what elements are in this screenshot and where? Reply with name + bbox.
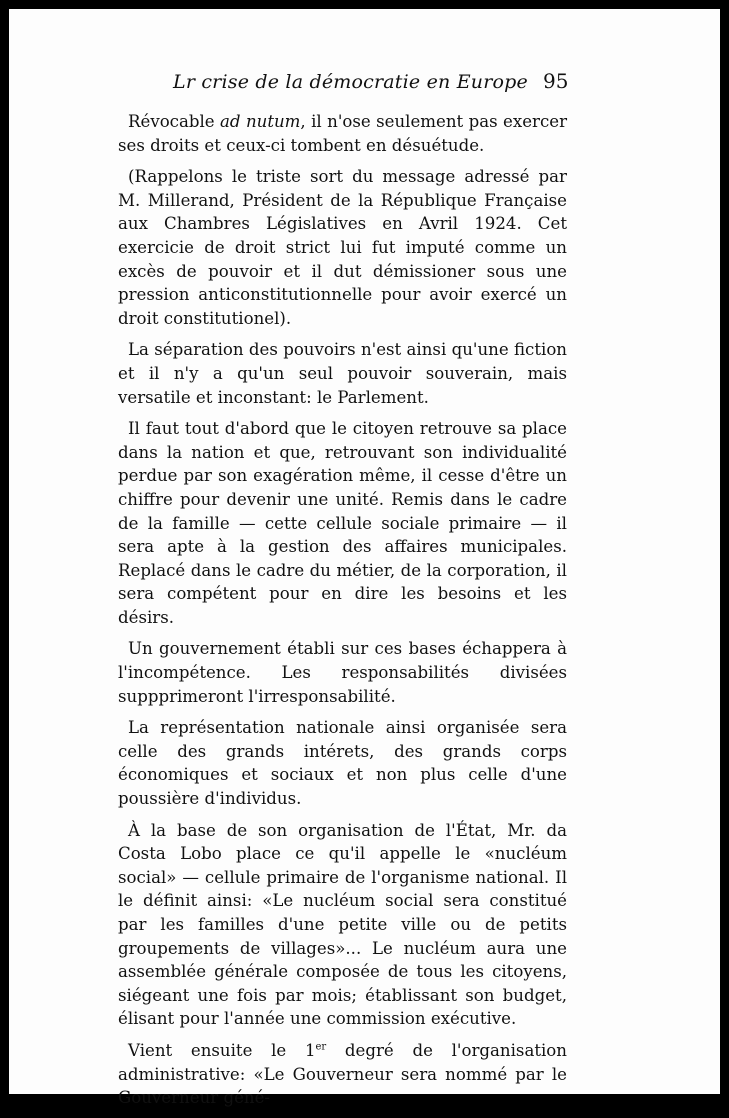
paragraph: Un gouvernement établi sur ces bases échappera à l'incompétence. Les responsabilités divisées suppprimeront l'irresponsabilité. [118, 639, 567, 706]
body-text [118, 110, 567, 1118]
paragraph: À la base de son organisation de l'État, Mr. da Costa Lobo place ce qu'il appelle le «nucléum social» — cellule primaire de l'organisme national. Il le définit ainsi: «Le nucléum social sera constitué par les familles d'une petite ville ou de petits groupements de villages»... Le nucléum aura une assemblée générale composée de tous les citoyens, siégeant une fois par mois; établissant son budget, élisant pour l'année une commission exécutive. [118, 820, 567, 1029]
page-number: 95 [543, 69, 569, 93]
paragraph: (Rappelons le triste sort du message adressé par M. Millerand, Président de la République Française aux Chambres Législatives en Avril 1924. Cet exercicie de droit strict lui fut imputé comme un excès de pouvoir et il dut démissioner sous une pression anticonstitutionnelle pour avoir exercé un droit constitutionel). [118, 167, 567, 328]
paragraph: La séparation des pouvoirs n'est ainsi qu'une fiction et il n'y a qu'un seul pouvoir souverain, mais versatile et inconstant: le Parlement. [118, 340, 567, 407]
paragraph: La représentation nationale ainsi organisée sera celle des grands intérets, des grands corps économiques et sociaux et non plus celle d'une poussière d'individus. [118, 718, 567, 809]
book-page [9, 9, 720, 1108]
paragraph: Révocable ad nutum, il n'ose seulement pas exercer ses droits et ceux-ci tombent en désuétude. [118, 112, 567, 155]
paragraph: Il faut tout d'abord que le citoyen retrouve sa place dans la nation et que, retrouvant son individualité perdue par son exagération même, il cesse d'être un chiffre pour devenir une unité. Remis dans le cadre de la famille — cette cellule sociale primaire — il sera apte à la gestion des affaires municipales. Replacé dans le cadre du métier, de la corporation, il sera compétent pour en dire les besoins et les désirs. [118, 419, 567, 627]
page-header [9, 71, 720, 101]
paragraph: Vient ensuite le 1er degré de l'organisation administrative: «Le Gouverneur sera nommé par le Gouverneur géné- [118, 1040, 567, 1108]
running-title: Lr crise de la démocratie en Europe [173, 71, 528, 93]
